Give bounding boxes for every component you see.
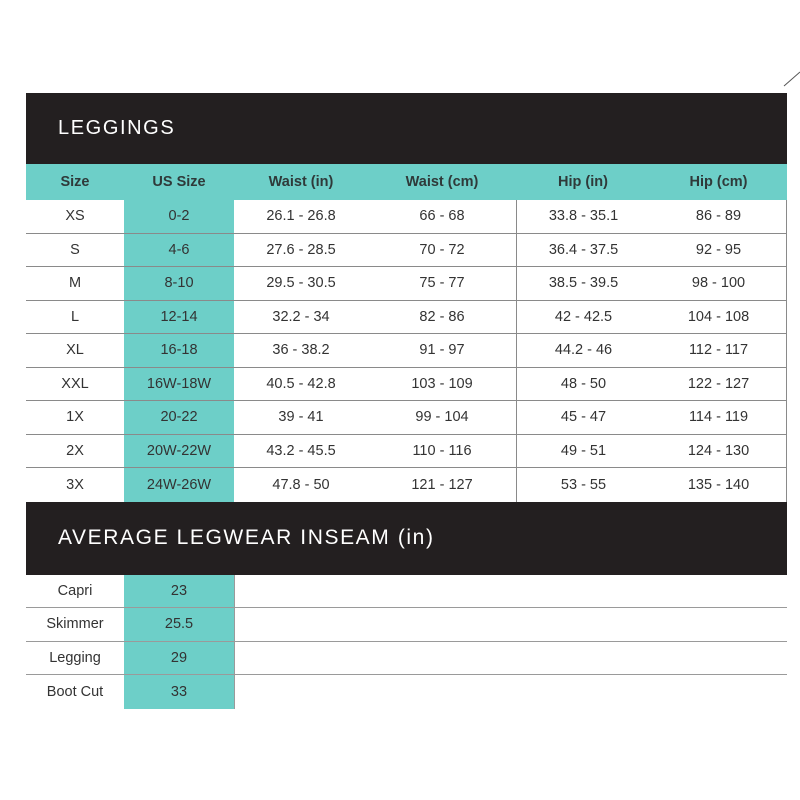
waist-in-cell: 29.5 - 30.5 [266, 275, 336, 292]
hip-cm-cell: 104 - 108 [687, 308, 750, 325]
table-row [26, 267, 787, 301]
hip-in-cell: 38.5 - 39.5 [516, 267, 650, 300]
inseam-title-band [26, 502, 787, 575]
inseam-table-body [26, 575, 787, 709]
us-size-cell: 20W-22W [124, 435, 234, 468]
style-cell: Legging [49, 649, 101, 666]
waist-cm-cell: 110 - 116 [412, 442, 472, 459]
table-row [26, 234, 787, 268]
empty-cell [234, 608, 787, 641]
leggings-title-band [26, 93, 787, 164]
header-waist-cm: Waist (cm) [405, 174, 479, 190]
table-row [26, 642, 787, 676]
style-cell: Boot Cut [46, 683, 104, 700]
size-cell: 2X [66, 442, 84, 459]
hip-cm-cell: 124 - 130 [687, 442, 750, 459]
table-row [26, 401, 787, 435]
hip-in-cell: 53 - 55 [516, 468, 650, 502]
leggings-title: LEGGINGS [58, 117, 176, 139]
hip-cm-cell: 114 - 119 [688, 409, 749, 426]
empty-cell [234, 575, 787, 608]
us-size-cell: 0-2 [124, 200, 234, 233]
table-row [26, 200, 787, 234]
us-size-cell: 8-10 [124, 267, 234, 300]
hip-in-cell: 36.4 - 37.5 [516, 234, 650, 267]
table-row [26, 468, 787, 502]
hip-in-cell: 42 - 42.5 [516, 301, 650, 334]
table-row [26, 608, 787, 642]
header-hip-in: Hip (in) [558, 174, 608, 190]
hip-cm-cell: 86 - 89 [695, 208, 742, 225]
waist-cm-cell: 70 - 72 [419, 241, 465, 258]
hip-cm-cell: 98 - 100 [691, 275, 746, 292]
hip-cm-cell: 135 - 140 [687, 476, 750, 493]
inseam-value-cell: 33 [124, 675, 234, 709]
waist-cm-cell: 91 - 97 [419, 342, 465, 359]
hip-in-cell: 45 - 47 [516, 401, 650, 434]
waist-cm-cell: 103 - 109 [411, 375, 473, 392]
waist-in-cell: 39 - 41 [278, 409, 324, 426]
header-waist-in: Waist (in) [268, 174, 334, 190]
table-row [26, 675, 787, 709]
waist-in-cell: 26.1 - 26.8 [266, 208, 336, 225]
size-cell: S [70, 241, 80, 258]
hip-in-cell: 44.2 - 46 [516, 334, 650, 367]
table-row [26, 334, 787, 368]
table-row [26, 575, 787, 609]
hip-in-cell: 33.8 - 35.1 [516, 200, 650, 233]
leggings-header-row [26, 164, 787, 200]
hip-cm-cell: 92 - 95 [695, 241, 742, 258]
inseam-value-cell: 29 [124, 642, 234, 675]
hip-cm-cell: 122 - 127 [687, 375, 750, 392]
table-row [26, 368, 787, 402]
waist-cm-cell: 121 - 127 [411, 476, 473, 493]
waist-in-cell: 27.6 - 28.5 [266, 241, 336, 258]
inseam-value-cell: 25.5 [124, 608, 234, 641]
us-size-cell: 20-22 [124, 401, 234, 434]
size-cell: XXL [61, 375, 89, 392]
waist-in-cell: 43.2 - 45.5 [266, 442, 336, 459]
size-chart [26, 93, 787, 709]
style-cell: Capri [57, 582, 93, 599]
header-hip-cm: Hip (cm) [689, 174, 748, 190]
size-cell: 1X [66, 409, 84, 426]
waist-cm-cell: 75 - 77 [419, 275, 465, 292]
waist-in-cell: 32.2 - 34 [272, 308, 330, 325]
hip-in-cell: 48 - 50 [516, 368, 650, 401]
us-size-cell: 4-6 [124, 234, 234, 267]
leggings-table-body [26, 200, 787, 502]
table-row [26, 435, 787, 469]
size-cell: L [70, 308, 80, 325]
size-cell: XL [66, 342, 84, 359]
empty-cell [234, 642, 787, 675]
us-size-cell: 24W-26W [124, 468, 234, 502]
table-row [26, 301, 787, 335]
inseam-title: AVERAGE LEGWEAR INSEAM (in) [58, 526, 435, 549]
waist-cm-cell: 66 - 68 [419, 208, 465, 225]
size-cell: XS [65, 208, 85, 225]
style-cell: Skimmer [46, 616, 104, 633]
corner-line-decoration [780, 70, 800, 90]
hip-cm-cell: 112 - 117 [688, 342, 749, 359]
waist-cm-cell: 99 - 104 [415, 409, 469, 426]
header-us-size: US Size [152, 174, 206, 190]
us-size-cell: 16-18 [124, 334, 234, 367]
hip-in-cell: 49 - 51 [516, 435, 650, 468]
us-size-cell: 12-14 [124, 301, 234, 334]
us-size-cell: 16W-18W [124, 368, 234, 401]
size-cell: M [68, 275, 82, 292]
size-cell: 3X [66, 476, 84, 493]
waist-in-cell: 40.5 - 42.8 [266, 375, 336, 392]
waist-cm-cell: 82 - 86 [419, 308, 465, 325]
waist-in-cell: 36 - 38.2 [272, 342, 330, 359]
inseam-value-cell: 23 [124, 575, 234, 608]
empty-cell [234, 675, 787, 709]
header-size: Size [60, 174, 90, 190]
waist-in-cell: 47.8 - 50 [272, 476, 330, 493]
